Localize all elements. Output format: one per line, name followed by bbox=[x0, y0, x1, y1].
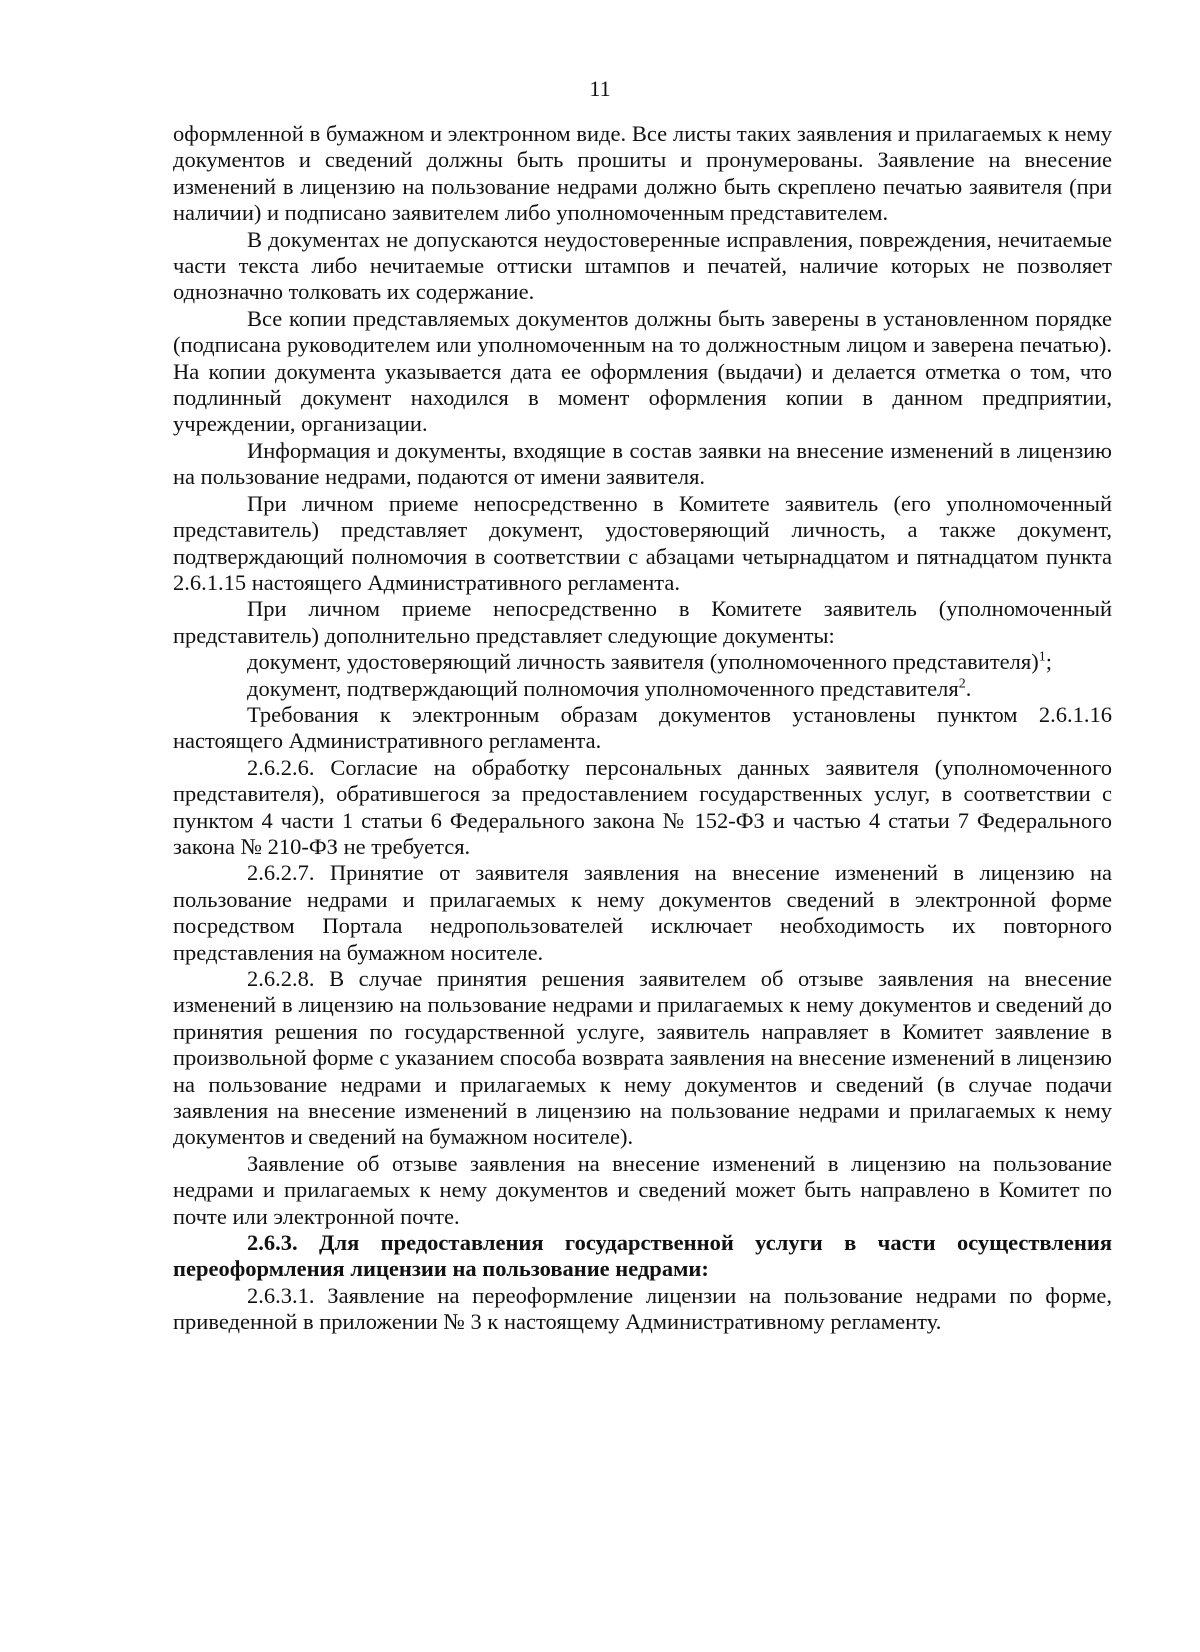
paragraph-7-text: документ, удостоверяющий личность заявителя (уполномоченного представителя) bbox=[247, 649, 1039, 675]
paragraph-12: 2.6.2.8. В случае принятия решения заявителем об отзыве заявления на внесение изменений в лицензию на пользование недрами и прилагаемых к нему документов и сведений до принятия решения по государственной услуге, заявитель направляет в Комитет заявление в произвольной форме с указанием способа возврата заявления на внесение изменений в лицензию на пользование недрами и прилагаемых к нему документов и сведений (в случае подачи заявления на внесение изменений в лицензию на пользование недрами и прилагаемых к нему документов и сведений на бумажном носителе). bbox=[173, 966, 1112, 1150]
paragraph-4: Информация и документы, входящие в состав заявки на внесение изменений в лицензию на пользование недрами, подаются от имени заявителя. bbox=[173, 437, 1112, 490]
paragraph-11: 2.6.2.7. Принятие от заявителя заявления на внесение изменений в лицензию на пользование недрами и прилагаемых к нему документов сведений в электронной форме посредством Портала недропользователей исключает необходимость их повторного представления на бумажном носителе. bbox=[173, 860, 1112, 965]
paragraph-3: Все копии представляемых документов должны быть заверены в установленном порядке (подписана руководителем или уполномоченным на то должностным лицом и заверена печатью). На копии документа указывается дата ее оформления (выдачи) и делается отметка о том, что подлинный документ находился в момент оформления копии в данном предприятии, учреждении, организации. bbox=[173, 305, 1112, 437]
document-body bbox=[173, 121, 1112, 1336]
paragraph-7-tail: ; bbox=[1045, 649, 1052, 675]
paragraph-8-tail: . bbox=[965, 675, 972, 701]
paragraph-7 bbox=[173, 649, 1112, 675]
paragraph-10: 2.6.2.6. Согласие на обработку персональных данных заявителя (уполномоченного представителя), обратившегося за предоставлением государственных услуг, в соответствии с пунктом 4 части 1 статьи 6 Федерального закона № 152-ФЗ и частью 4 статьи 7 Федерального закона № 210-ФЗ не требуется. bbox=[173, 754, 1112, 859]
paragraph-2: В документах не допускаются неудостоверенные исправления, повреждения, нечитаемые части текста либо нечитаемые оттиски штампов и печатей, наличие которых не позволяет однозначно толковать их содержание. bbox=[173, 226, 1112, 305]
footnote-ref-1: 1 bbox=[1038, 649, 1046, 665]
paragraph-8-text: документ, подтверждающий полномочия уполномоченного представителя bbox=[247, 675, 959, 701]
paragraph-15: 2.6.3.1. Заявление на переоформление лицензии на пользование недрами по форме, приведенной в приложении № 3 к настоящему Административному регламенту. bbox=[173, 1282, 1112, 1335]
paragraph-8 bbox=[173, 676, 1112, 702]
footnote-ref-2: 2 bbox=[958, 676, 966, 692]
paragraph-6: При личном приеме непосредственно в Комитете заявитель (уполномоченный представитель) дополнительно представляет следующие документы: bbox=[173, 596, 1112, 648]
paragraph-13: Заявление об отзыве заявления на внесение изменений в лицензию на пользование недрами и прилагаемых к нему документов и сведений может быть направлено в Комитет по почте или электронной почте. bbox=[173, 1150, 1112, 1229]
paragraph-1: оформленной в бумажном и электронном виде. Все листы таких заявления и прилагаемых к нему документов и сведений должны быть прошиты и пронумерованы. Заявление на внесение изменений в лицензию на пользование недрами должно быть скреплено печатью заявителя (при наличии) и подписано заявителем либо уполномоченным представителем. bbox=[173, 121, 1112, 226]
page-number: 11 bbox=[589, 76, 611, 101]
paragraph-9: Требования к электронным образам документов установлены пунктом 2.6.1.16 настоящего Административного регламента. bbox=[173, 701, 1112, 754]
paragraph-5: При личном приеме непосредственно в Комитете заявитель (его уполномоченный представитель) представляет документ, удостоверяющий личность, а также документ, подтверждающий полномочия в соответствии с абзацами четырнадцатом и пятнадцатом пункта 2.6.1.15 настоящего Административного регламента. bbox=[173, 490, 1112, 595]
section-heading: 2.6.3. Для предоставления государственной услуги в части осуществления переоформления лицензии на пользование недрами: bbox=[173, 1230, 1112, 1282]
